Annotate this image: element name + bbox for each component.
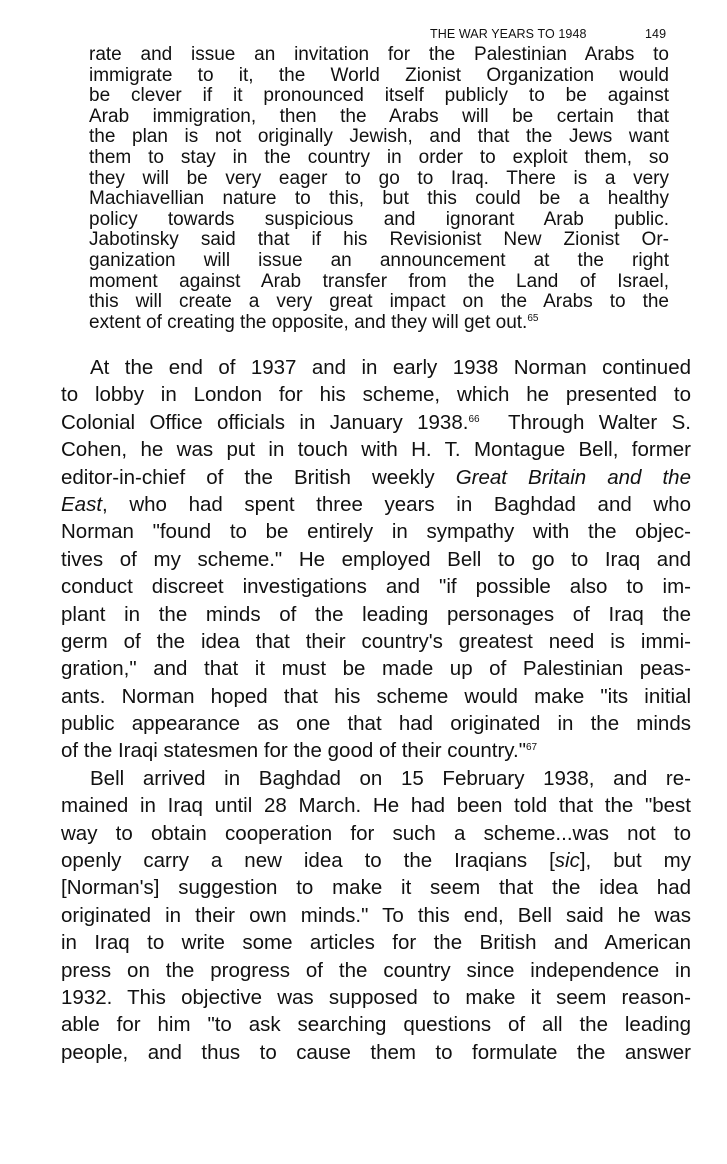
quote-line: be clever if it pronounced itself publicly to be against xyxy=(89,85,669,107)
paragraph-line: tives of my scheme." He employed Bell to go to Iraq and xyxy=(61,547,691,571)
quote-line-last xyxy=(89,313,669,334)
paragraph-line: gration," and that it must be made up of Palestinian peas- xyxy=(61,657,691,681)
quote-line: the plan is not originally Jewish, and that the Jews want xyxy=(89,126,669,148)
footnote-ref[interactable]: 67 xyxy=(525,742,538,754)
line-text: Through Walter S. xyxy=(479,410,691,434)
paragraph-line: ants. Norman hoped that his scheme would make "its initial xyxy=(61,684,691,708)
paragraph-line: originated in their own minds." To this end, Bell said he was xyxy=(61,903,691,927)
paragraph-line: Bell arrived in Baghdad on 15 February 1938, and re- xyxy=(90,766,691,790)
paragraph-line xyxy=(61,847,691,874)
paragraph-line: [Norman's] suggestion to make it seem that the idea had xyxy=(61,876,691,900)
paragraph-line: press on the progress of the country since independence in xyxy=(61,958,691,982)
line-text: of the Iraqi statesmen for the good of their country." xyxy=(61,739,526,763)
paragraph-line: Norman "found to be entirely in sympathy with the objec- xyxy=(61,520,691,544)
quote-line: Jabotinsky said that if his Revisionist New Zionist Or- xyxy=(89,229,669,251)
paragraph-line: mained in Iraq until 28 March. He had been told that the "best xyxy=(61,794,691,818)
footnote-ref[interactable]: 66 xyxy=(468,413,480,425)
quote-line: Arab immigration, then the Arabs will be certain that xyxy=(89,105,669,127)
quote-line: this will create a very great impact on the Arabs to the xyxy=(89,291,669,313)
line-text: Colonial Office officials in January 1938. xyxy=(61,410,469,434)
paragraph-line xyxy=(61,737,691,764)
quote-line: Machiavellian nature to this, but this could be a healthy xyxy=(89,188,669,210)
paragraph-line: way to obtain cooperation for such a scheme...was not to xyxy=(61,821,691,845)
paragraph-line: plant in the minds of the leading personages of Iraq the xyxy=(61,602,691,626)
line-text: , who had spent three years in Baghdad and who xyxy=(102,492,691,516)
quote-line: they will be very eager to go to Iraq. There is a very xyxy=(89,167,669,189)
quote-line: policy towards suspicious and ignorant Arab public. xyxy=(89,208,669,230)
quote-line: immigrate to it, the World Zionist Organization would xyxy=(89,64,669,86)
paragraph-line: 1932. This objective was supposed to make it seem reason- xyxy=(61,985,691,1009)
paragraph-line: in Iraq to write some articles for the British and American xyxy=(61,931,691,955)
block-quote xyxy=(89,45,669,333)
paragraph-line: to lobby in London for his scheme, which he presented to xyxy=(61,383,691,407)
paragraph-line: germ of the idea that their country's greatest need is immi- xyxy=(61,629,691,653)
paragraph-line xyxy=(61,464,691,491)
paragraph-line: conduct discreet investigations and "if possible also to im- xyxy=(61,575,691,599)
quote-line: ganization will issue an announcement at the right xyxy=(89,249,669,271)
paragraph-line: able for him "to ask searching questions of all the leading xyxy=(61,1013,691,1037)
running-head xyxy=(0,27,727,43)
paragraph-line xyxy=(61,409,691,436)
publication-title: Great Britain and the xyxy=(455,465,691,489)
paragraph-line: Cohen, he was put in touch with H. T. Montague Bell, former xyxy=(61,438,691,462)
publication-title: East xyxy=(61,492,103,516)
quote-line: moment against Arab transfer from the Land of Israel, xyxy=(89,270,669,292)
paragraph-line: At the end of 1937 and in early 1938 Norman continued xyxy=(90,356,691,379)
body-text xyxy=(61,354,691,1066)
line-text: ], but my xyxy=(579,849,691,873)
line-text: editor-in-chief of the British weekly xyxy=(61,465,456,489)
quote-line: them to stay in the country in order to exploit them, so xyxy=(89,146,669,168)
page-number: 149 xyxy=(645,27,667,41)
paragraph-line: people, and thus to cause them to formulate the answer xyxy=(61,1040,691,1064)
quote-line-text: extent of creating the opposite, and they will get out. xyxy=(89,311,528,333)
paragraph-line xyxy=(61,491,691,518)
paragraph-line: public appearance as one that had originated in the minds xyxy=(61,712,691,736)
footnote-ref[interactable]: 65 xyxy=(527,312,539,324)
quote-line: rate and issue an invitation for the Palestinian Arabs to xyxy=(89,44,669,65)
sic-annotation: sic xyxy=(554,849,580,873)
running-head-title: THE WAR YEARS TO 1948 xyxy=(430,27,587,41)
line-text: openly carry a new idea to the Iraqians [ xyxy=(61,849,555,873)
